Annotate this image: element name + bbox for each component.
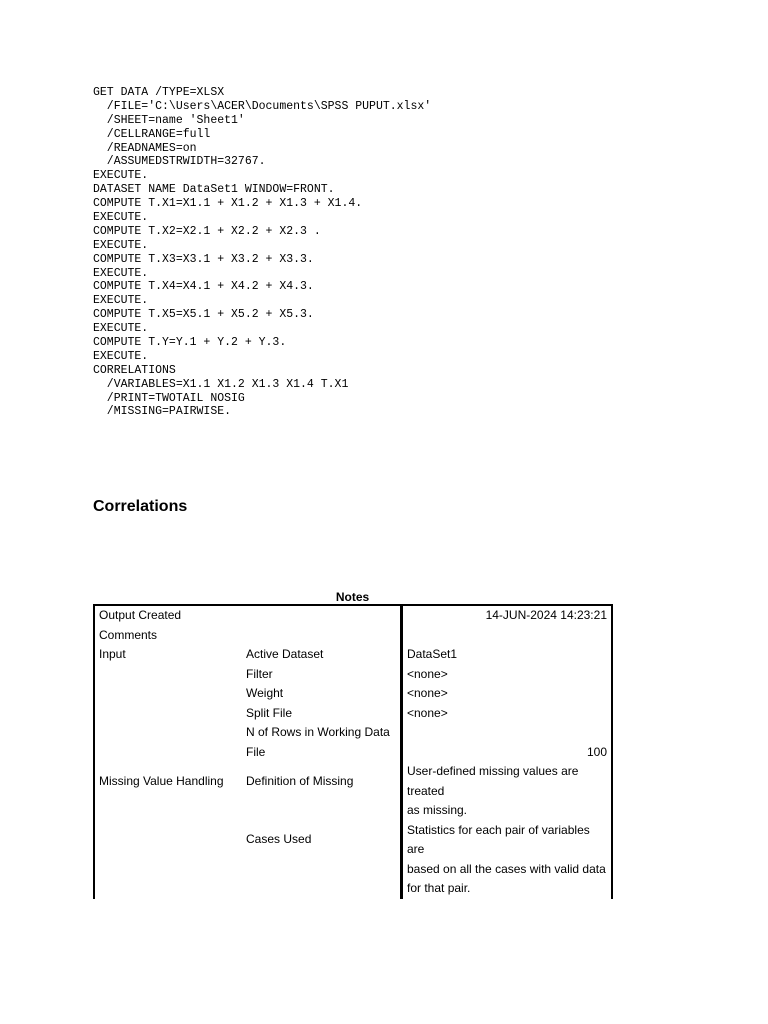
syntax-line: COMPUTE T.X3=X3.1 + X3.2 + X3.3. [93, 252, 314, 266]
weight-value: <none> [402, 684, 613, 704]
table-row [94, 684, 612, 704]
syntax-line: EXECUTE. [93, 211, 149, 225]
syntax-line: DATASET NAME DataSet1 WINDOW=FRONT. [93, 183, 335, 197]
table-row [94, 665, 612, 685]
n-rows-label-line1: N of Rows in Working Data [242, 723, 402, 743]
table-row [94, 801, 612, 821]
notes-table [93, 604, 613, 899]
filter-value: <none> [402, 665, 613, 685]
table-row [94, 860, 612, 880]
syntax-line: COMPUTE T.X2=X2.1 + X2.2 + X2.3 . [93, 224, 321, 238]
n-rows-value: 100 [402, 723, 613, 762]
syntax-block [93, 86, 431, 419]
cases-used-value-line3: for that pair. [402, 879, 613, 899]
weight-label: Weight [242, 684, 402, 704]
table-row [94, 723, 612, 743]
syntax-line: EXECUTE. [93, 349, 149, 363]
syntax-line: COMPUTE T.Y=Y.1 + Y.2 + Y.3. [93, 336, 287, 350]
syntax-line: /ASSUMEDSTRWIDTH=32767. [93, 155, 266, 169]
cases-used-value-line2: based on all the cases with valid data [402, 860, 613, 880]
syntax-line: COMPUTE T.X1=X1.1 + X1.2 + X1.3 + X1.4. [93, 197, 363, 211]
table-row [94, 645, 612, 665]
syntax-line: EXECUTE. [93, 322, 149, 336]
syntax-line: /VARIABLES=X1.1 X1.2 X1.3 X1.4 T.X1 [93, 377, 349, 391]
syntax-line: EXECUTE. [93, 169, 149, 183]
output-created-label: Output Created [94, 605, 242, 626]
cases-used-value-line1: Statistics for each pair of variables are [402, 821, 613, 860]
table-row [94, 704, 612, 724]
notes-caption: Notes [335, 590, 370, 604]
table-row [94, 762, 612, 801]
syntax-line: /SHEET=name 'Sheet1' [93, 113, 245, 127]
missing-value-label: Missing Value Handling [94, 762, 242, 801]
definition-value-line2: as missing. [402, 801, 613, 821]
syntax-line: /PRINT=TWOTAIL NOSIG [93, 391, 245, 405]
syntax-line: COMPUTE T.X5=X5.1 + X5.2 + X5.3. [93, 308, 314, 322]
input-label: Input [94, 645, 242, 665]
comments-label: Comments [94, 626, 242, 646]
active-dataset-label: Active Dataset [242, 645, 402, 665]
table-row [94, 626, 612, 646]
syntax-line: EXECUTE. [93, 294, 149, 308]
split-file-value: <none> [402, 704, 613, 724]
output-heading: Correlations [93, 498, 188, 515]
filter-label: Filter [242, 665, 402, 685]
syntax-line: GET DATA /TYPE=XLSX [93, 86, 225, 99]
syntax-line: EXECUTE. [93, 238, 149, 252]
active-dataset-value: DataSet1 [402, 645, 613, 665]
syntax-line: COMPUTE T.X4=X4.1 + X4.2 + X4.3. [93, 280, 314, 294]
table-row [94, 879, 612, 899]
definition-value-line1: User-defined missing values are treated [402, 762, 613, 801]
output-created-value: 14-JUN-2024 14:23:21 [402, 605, 613, 626]
split-file-label: Split File [242, 704, 402, 724]
n-rows-label-line2: File [242, 743, 402, 763]
definition-label: Definition of Missing [242, 762, 402, 801]
cases-used-label: Cases Used [242, 821, 402, 860]
syntax-line: /READNAMES=on [93, 141, 197, 155]
syntax-line: /MISSING=PAIRWISE. [93, 405, 232, 419]
syntax-line: EXECUTE. [93, 266, 149, 280]
syntax-line: /CELLRANGE=full [93, 127, 211, 141]
syntax-line: /FILE='C:\Users\ACER\Documents\SPSS PUPUT.xlsx' [93, 99, 432, 113]
syntax-line: CORRELATIONS [93, 363, 176, 377]
table-row [94, 605, 612, 626]
table-row [94, 821, 612, 860]
